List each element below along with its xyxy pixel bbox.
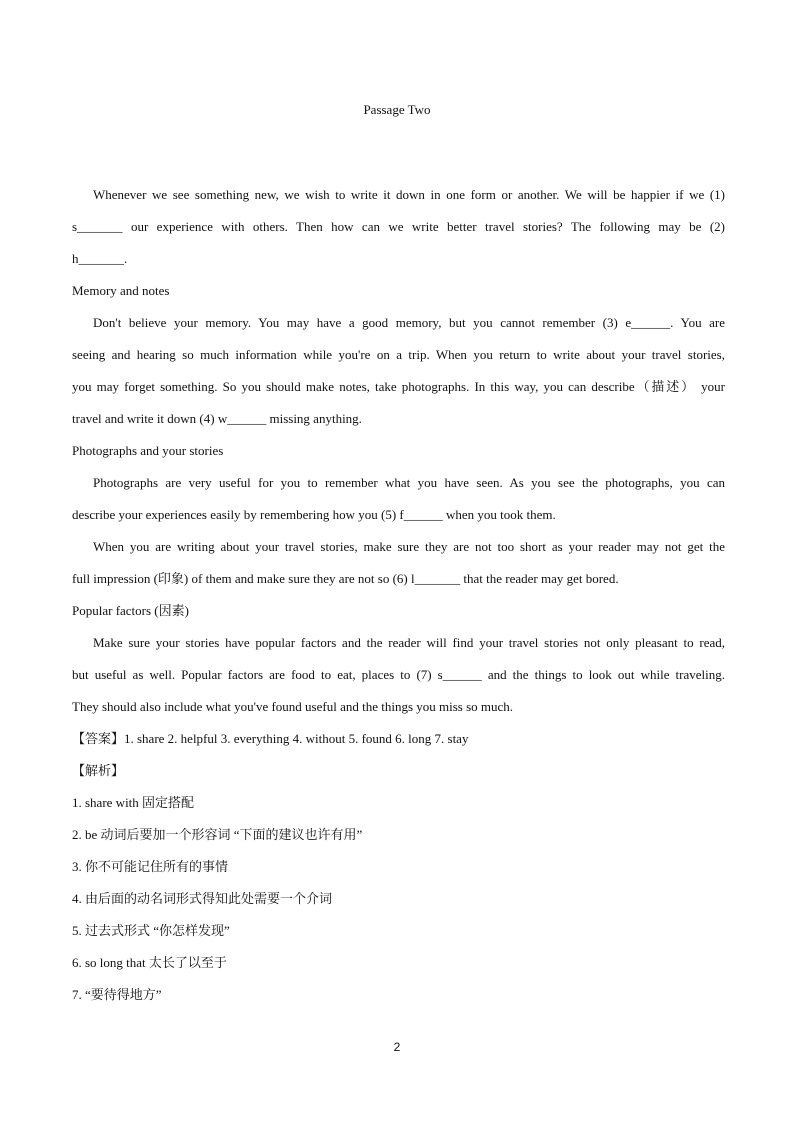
analysis-item-4: 4. 由后面的动名词形式得知此处需要一个介词 [72, 891, 333, 906]
paragraph-line-7: travel and write it down (4) w______ missing anything. [72, 411, 362, 426]
paragraph-line-2: s_______ our experience with others. Then how can we write better travel stories? The following may be (2) [72, 219, 725, 234]
paragraph-line-12: Make sure your stories have popular factors and the reader will find your travel stories not only pleasant to read, [93, 635, 725, 650]
page-number: 2 [393, 1040, 401, 1054]
section-heading-photographs: Photographs and your stories [72, 443, 224, 458]
paragraph-line-9: describe your experiences easily by remembering how you (5) f______ when you took them. [72, 507, 556, 522]
analysis-heading: 【解析】 [72, 763, 125, 778]
analysis-item-7: 7. “要待得地方” [72, 987, 162, 1002]
analysis-item-5: 5. 过去式形式 “你怎样发现” [72, 923, 230, 938]
section-heading-memory: Memory and notes [72, 283, 170, 298]
paragraph-line-1: Whenever we see something new, we wish to write it down in one form or another. We will be happier if we (1) [93, 187, 725, 202]
answer-line: 【答案】1. share 2. helpful 3. everything 4. without 5. found 6. long 7. stay [72, 731, 469, 746]
passage-title: Passage Two [363, 102, 431, 117]
passage-content [72, 179, 725, 1011]
paragraph-line-6: you may forget something. So you should make notes, take photographs. In this way, you can describe（描述） your [72, 379, 725, 394]
paragraph-line-11: full impression (印象) of them and make sure they are not so (6) l_______ that the reader may get bored. [72, 571, 619, 586]
paragraph-line-3: h_______. [72, 251, 128, 266]
analysis-item-1: 1. share with 固定搭配 [72, 795, 195, 810]
paragraph-line-5: seeing and hearing so much information while you're on a trip. When you return to write about your travel stories, [72, 347, 725, 362]
analysis-item-2: 2. be 动词后要加一个形容词 “下面的建议也许有用” [72, 827, 363, 842]
paragraph-line-8: Photographs are very useful for you to remember what you have seen. As you see the photographs, you can [93, 475, 725, 490]
analysis-item-6: 6. so long that 太长了以至于 [72, 955, 227, 970]
paragraph-line-4: Don't believe your memory. You may have a good memory, but you cannot remember (3) e______. You are [93, 315, 725, 330]
paragraph-line-10: When you are writing about your travel stories, make sure they are not too short as your reader may not get the [93, 539, 725, 554]
paragraph-line-13: but useful as well. Popular factors are food to eat, places to (7) s______ and the things to look out while traveling. [72, 667, 725, 682]
section-heading-popular-factors: Popular factors (因素) [72, 603, 189, 618]
analysis-item-3: 3. 你不可能记住所有的事情 [72, 859, 229, 874]
paragraph-line-14: They should also include what you've found useful and the things you miss so much. [72, 699, 514, 714]
